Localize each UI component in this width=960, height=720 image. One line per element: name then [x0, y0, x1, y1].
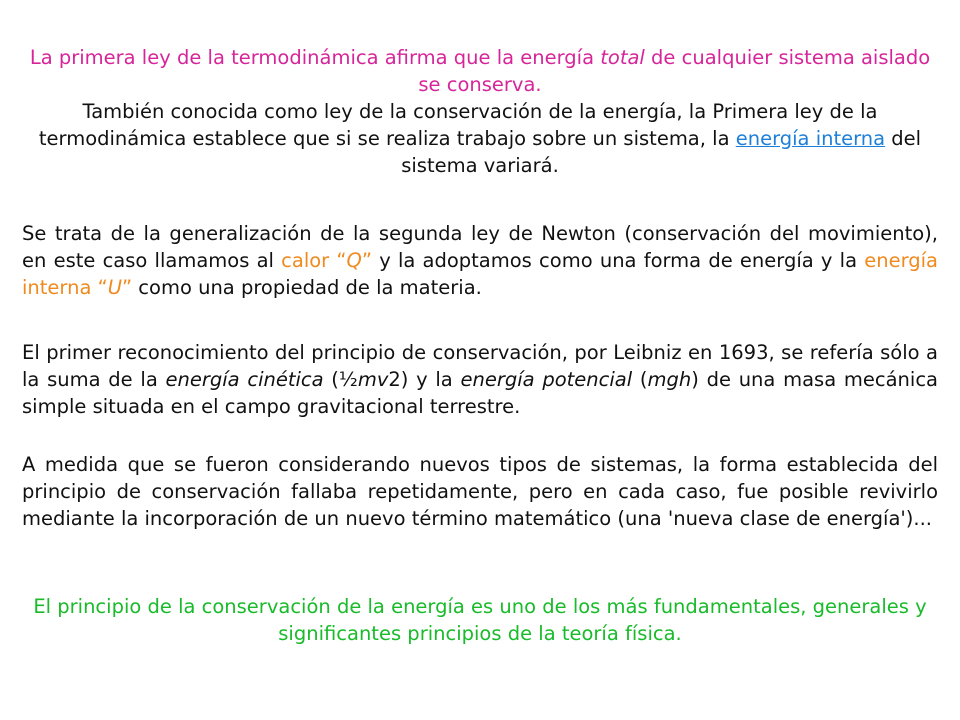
- leibniz-text-e: ) de una masa mecánica simple situada en el campo gravitacional terrestre.: [22, 368, 938, 418]
- potential-energy-term: energía potencial: [460, 368, 633, 391]
- intro-paragraph: [22, 44, 938, 98]
- energy-open-quote: “: [97, 276, 108, 299]
- energy-symbol: U: [107, 276, 122, 299]
- leibniz-text-a: El primer reconocimiento del principio de conservación, por Leibniz en 1693, se refería sólo a la suma de la: [22, 341, 938, 391]
- leibniz-paragraph: [22, 339, 938, 420]
- newton-paragraph: [22, 220, 938, 301]
- new-systems-paragraph: A medida que se fueron considerando nuevos tipos de sistemas, la forma establecida del principio de conservación fallaba repetidamente, pero en cada caso, fue posible revivirlo mediante la incorporación de un nuevo término matemático (una 'nueva clase de energía')...: [22, 453, 938, 530]
- heat-term: [281, 249, 372, 272]
- newton-text-a: Se trata de la generalización de la segunda ley de Newton (conservación del movimiento), en este caso llamamos al: [22, 222, 938, 272]
- intro-text-a: La primera ley de la termodinámica afirma que la energía: [29, 46, 601, 69]
- energy-word: energía interna: [22, 249, 939, 299]
- kinetic-energy-term: energía cinética: [165, 368, 324, 391]
- kinetic-formula: mv: [357, 368, 389, 391]
- first-law-text-b: del sistema variará.: [401, 127, 922, 177]
- leibniz-text-b: (½: [323, 368, 358, 391]
- leibniz-text-d: (: [632, 368, 648, 391]
- intro-text-c: de cualquier sistema aislado se conserva.: [418, 46, 931, 96]
- newton-text-b: y la adoptamos como una forma de energía y la: [371, 249, 865, 272]
- newton-text-c: como una propiedad de la materia.: [132, 276, 482, 299]
- energy-close-quote: ”: [122, 276, 133, 299]
- leibniz-text-c: 2) y la: [388, 368, 461, 391]
- intro-emphasis: total: [600, 46, 645, 69]
- first-law-paragraph: [22, 98, 938, 179]
- heat-word: calor: [281, 249, 337, 272]
- heat-open-quote: “: [336, 249, 347, 272]
- conclusion-paragraph: El principio de la conservación de la energía es uno de los más fundamentales, generales y significantes principios de la teoría física.: [33, 595, 927, 645]
- first-law-text-a: También conocida como ley de la conservación de la energía, la Primera ley de la termodinámica establece que si se realiza trabajo sobre un sistema, la: [38, 100, 878, 150]
- internal-energy-link[interactable]: energía interna: [735, 127, 886, 150]
- heat-symbol: Q: [346, 249, 362, 272]
- potential-formula: mgh: [647, 368, 692, 391]
- heat-close-quote: ”: [361, 249, 372, 272]
